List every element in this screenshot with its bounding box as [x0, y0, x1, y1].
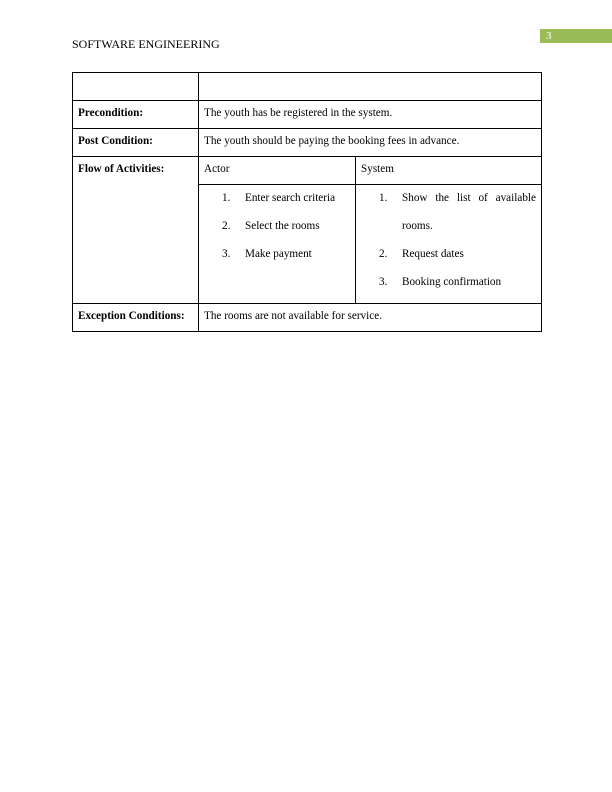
list-item — [204, 191, 350, 219]
list-text: Select the rooms — [245, 220, 320, 232]
list-number: 2. — [222, 220, 231, 232]
word: of — [478, 192, 488, 204]
precondition-value: The youth has be registered in the system. — [199, 101, 542, 129]
page-number: 3 — [540, 29, 612, 43]
list-item — [361, 275, 536, 303]
actor-steps-cell — [199, 185, 356, 304]
list-text-line2: rooms. — [402, 220, 433, 232]
list-text: Make payment — [245, 248, 312, 260]
precondition-label: Precondition: — [73, 101, 199, 129]
table-row-flow-header — [73, 157, 542, 185]
empty-label-cell — [73, 73, 199, 101]
word: list — [456, 192, 471, 204]
empty-value-cell — [199, 73, 542, 101]
list-item — [204, 247, 350, 275]
exception-value: The rooms are not available for service. — [199, 304, 542, 332]
word: available — [495, 192, 536, 204]
postcondition-value: The youth should be paying the booking fees in advance. — [199, 129, 542, 157]
list-text: Booking confirmation — [402, 276, 502, 288]
system-header: System — [356, 157, 542, 185]
list-number: 3. — [222, 248, 231, 260]
list-text: Enter search criteria — [245, 192, 336, 204]
list-item — [361, 191, 536, 247]
list-number: 2. — [379, 248, 388, 260]
use-case-table — [72, 72, 542, 332]
exception-label: Exception Conditions: — [73, 304, 199, 332]
list-item — [361, 247, 536, 275]
word: Show — [402, 192, 428, 204]
list-text: Request dates — [402, 248, 464, 260]
system-steps-list — [361, 185, 536, 303]
list-number: 1. — [222, 192, 231, 204]
list-item — [204, 219, 350, 247]
table-row-precondition — [73, 101, 542, 129]
system-steps-cell — [356, 185, 542, 304]
table-row-exception — [73, 304, 542, 332]
postcondition-label: Post Condition: — [73, 129, 199, 157]
flow-label: Flow of Activities: — [73, 157, 199, 304]
list-number: 3. — [379, 276, 388, 288]
table-row-postcondition — [73, 129, 542, 157]
actor-header: Actor — [199, 157, 356, 185]
actor-steps-list — [204, 185, 350, 275]
list-text-line1 — [402, 191, 536, 205]
table-row-empty — [73, 73, 542, 101]
word: the — [435, 192, 450, 204]
running-head-title: SOFTWARE ENGINEERING — [72, 37, 220, 51]
list-number: 1. — [379, 192, 388, 204]
